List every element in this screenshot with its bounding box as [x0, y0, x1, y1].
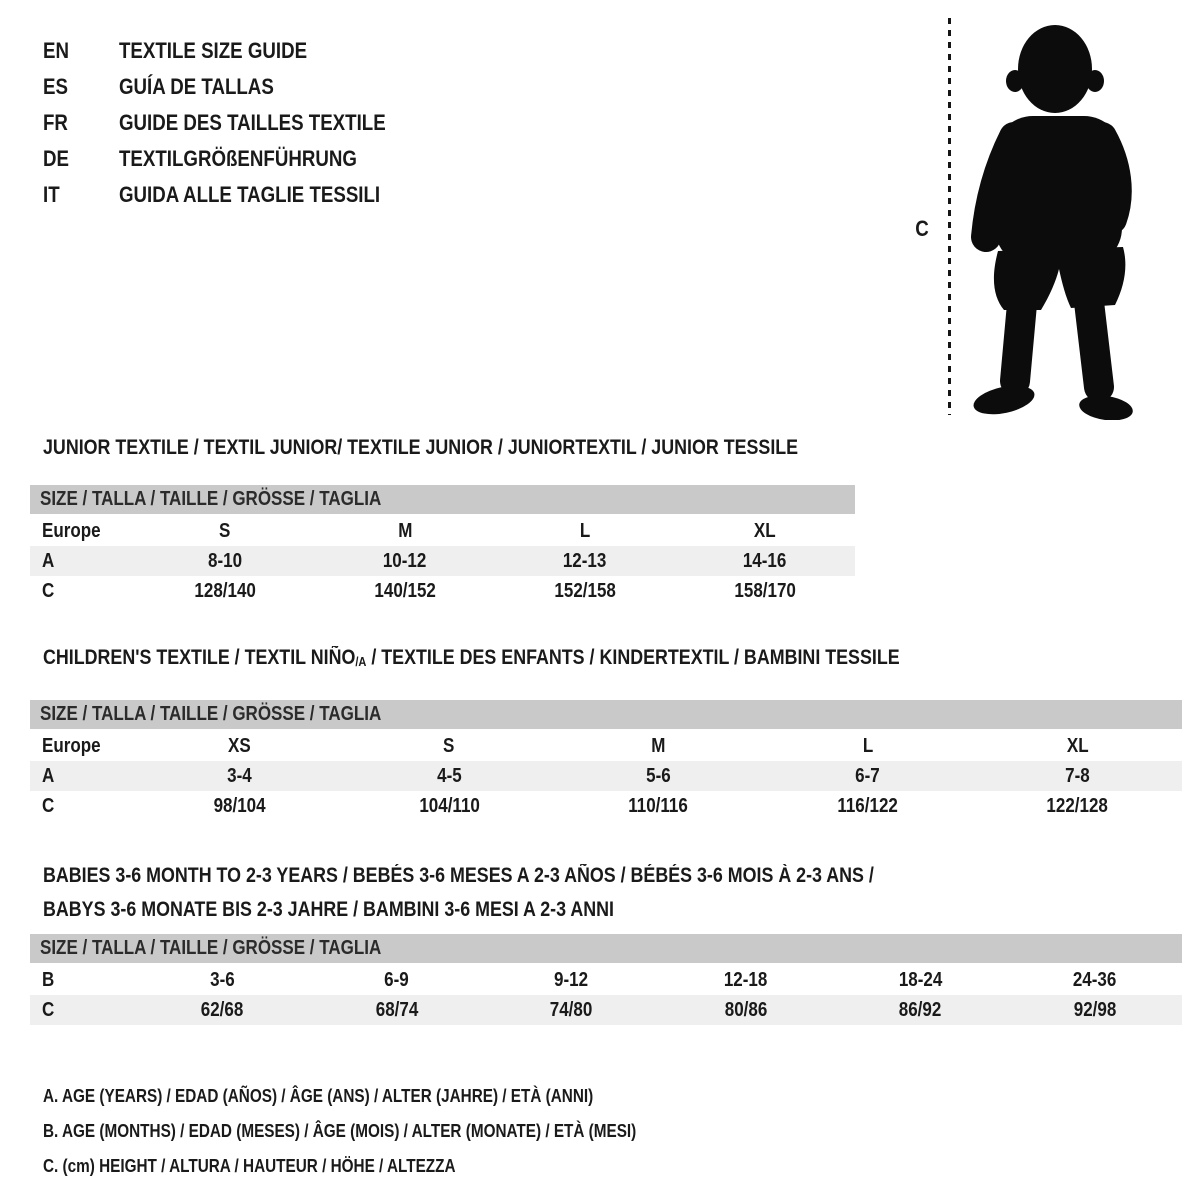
title-part: CHILDREN'S TEXTILE / TEXTIL NIÑO: [43, 646, 356, 669]
table-row-europe: [30, 731, 1182, 761]
size-header-row: SIZE / TALLA / TAILLE / GRÖSSE / TAGLIA: [30, 485, 855, 516]
title-subscript: /A: [355, 654, 367, 669]
size-header-row: SIZE / TALLA / TAILLE / GRÖSSE / TAGLIA: [30, 700, 1182, 731]
section-junior-textile: [30, 437, 855, 606]
size-cell: S: [219, 519, 231, 542]
baby-silhouette-icon: [962, 18, 1147, 420]
height-cell: 98/104: [213, 794, 266, 817]
title-line-2: BABYS 3-6 MONATE BIS 2-3 JAHRE / BAMBINI 3-6 MESI A 2-3 ANNI: [43, 898, 614, 921]
table-row-europe: [30, 516, 855, 546]
language-code: EN: [43, 38, 69, 63]
height-cell: 122/128: [1046, 794, 1109, 817]
section-title-babies: [43, 859, 1182, 927]
legend-line-c: C. (cm) HEIGHT / ALTURA / HAUTEUR / HÖHE / ALTEZZA: [43, 1156, 456, 1176]
legend-line-a: A. AGE (YEARS) / EDAD (AÑOS) / ÂGE (ANS) / ALTER (JAHRE) / ETÀ (ANNI): [43, 1086, 594, 1106]
guide-title-fr: GUIDE DES TAILLES TEXTILE: [119, 110, 386, 135]
language-code: ES: [43, 74, 68, 99]
height-cell: 104/110: [418, 794, 480, 817]
age-cell: 6-7: [855, 764, 881, 787]
row-label: Europe: [42, 519, 101, 542]
row-label: Europe: [42, 734, 101, 757]
row-label: C: [42, 579, 55, 602]
size-cell: M: [651, 734, 666, 757]
age-cell: 7-8: [1065, 764, 1090, 787]
age-cell: 18-24: [898, 968, 942, 991]
height-cell: 86/92: [898, 998, 942, 1021]
section-title-junior: JUNIOR TEXTILE / TEXTIL JUNIOR/ TEXTILE JUNIOR / JUNIORTEXTIL / JUNIOR TESSILE: [43, 436, 799, 459]
title-line-1: BABIES 3-6 MONTH TO 2-3 YEARS / BEBÉS 3-6 MESES A 2-3 AÑOS / BÉBÉS 3-6 MOIS À 2-3 ANS /: [43, 864, 874, 887]
children-size-table: [30, 700, 1182, 821]
age-cell: 24-36: [1073, 968, 1117, 991]
row-label: A: [42, 549, 55, 572]
section-childrens-textile: [30, 647, 1182, 821]
age-cell: 12-18: [724, 968, 768, 991]
table-row-height-cm: [30, 576, 855, 606]
age-cell: 5-6: [646, 764, 671, 787]
height-measure-dashed-line: [948, 18, 951, 415]
age-cell: 10-12: [383, 549, 427, 572]
size-cell: M: [397, 519, 413, 542]
height-cell: 74/80: [549, 998, 593, 1021]
height-cell: 140/152: [374, 579, 436, 602]
legend-line-b: B. AGE (MONTHS) / EDAD (MESES) / ÂGE (MOIS) / ALTER (MONATE) / ETÀ (MESI): [43, 1121, 637, 1141]
section-babies-textile: [30, 859, 1182, 1025]
guide-title-es: GUÍA DE TALLAS: [119, 74, 274, 99]
table-row-age-years: [30, 546, 855, 576]
legend-block: [43, 1079, 1200, 1184]
age-cell: 12-13: [563, 549, 607, 572]
size-cell: XL: [1066, 734, 1089, 757]
title-part: / TEXTILE DES ENFANTS / KINDERTEXTIL / BAMBINI TESSILE: [366, 646, 900, 669]
row-label: B: [42, 968, 55, 991]
language-code: DE: [43, 146, 69, 171]
age-cell: 4-5: [436, 764, 462, 787]
height-cell: 158/170: [734, 579, 796, 602]
size-cell: L: [579, 519, 591, 542]
size-header-row: SIZE / TALLA / TAILLE / GRÖSSE / TAGLIA: [30, 934, 1182, 965]
age-cell: 9-12: [554, 968, 589, 991]
size-cell: L: [862, 734, 874, 757]
table-row-height-cm: [30, 995, 1182, 1025]
size-cell: XL: [754, 519, 776, 542]
age-cell: 3-6: [209, 968, 235, 991]
row-label: A: [42, 764, 55, 787]
junior-size-table: [30, 485, 855, 606]
table-row-height-cm: [30, 791, 1182, 821]
table-row-age-months: [30, 965, 1182, 995]
babies-size-table: [30, 934, 1182, 1025]
height-cell: 80/86: [724, 998, 768, 1021]
age-cell: 6-9: [384, 968, 410, 991]
size-cell: XS: [228, 734, 252, 757]
section-title-children: [43, 647, 1182, 673]
language-code: FR: [43, 110, 68, 135]
size-cell: S: [443, 734, 455, 757]
row-label: C: [42, 794, 55, 817]
height-cell: 68/74: [375, 998, 419, 1021]
age-cell: 14-16: [743, 549, 787, 572]
height-measure-label: C: [915, 216, 929, 241]
height-cell: 110/116: [628, 794, 689, 817]
height-cell: 62/68: [200, 998, 244, 1021]
height-cell: 128/140: [194, 579, 256, 602]
age-cell: 8-10: [207, 549, 243, 572]
table-row-age-years: [30, 761, 1182, 791]
height-cell: 152/158: [554, 579, 616, 602]
height-cell: 116/122: [837, 794, 899, 817]
age-cell: 3-4: [227, 764, 252, 787]
height-cell: 92/98: [1073, 998, 1117, 1021]
guide-title-de: TEXTILGRÖßENFÜHRUNG: [119, 146, 357, 171]
row-label: C: [42, 998, 55, 1021]
guide-title-it: GUIDA ALLE TAGLIE TESSILI: [119, 182, 381, 207]
language-code: IT: [43, 182, 60, 207]
guide-title-en: TEXTILE SIZE GUIDE: [119, 38, 308, 63]
